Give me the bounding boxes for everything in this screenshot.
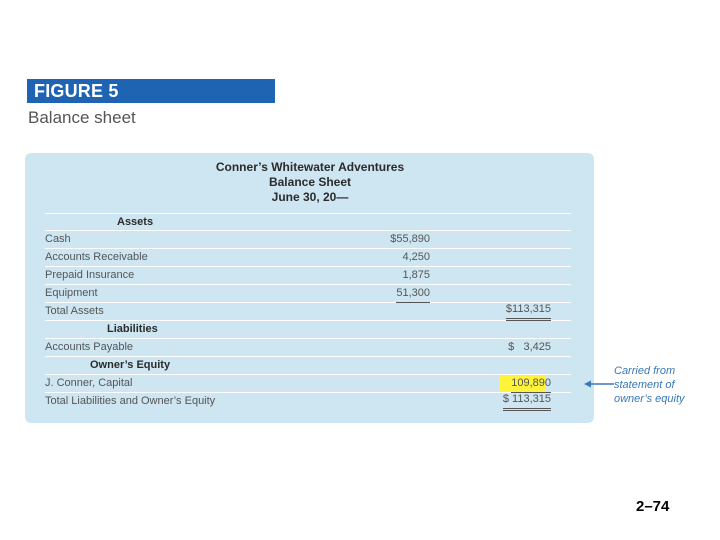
table-row xyxy=(45,393,571,411)
row-label: Equipment xyxy=(45,287,98,299)
annotation-line: statement of xyxy=(614,379,675,391)
table-row xyxy=(45,303,571,321)
figure-subtitle: Balance sheet xyxy=(28,108,136,127)
row-amount-total: $ 113,315 xyxy=(503,391,551,411)
row-amount-total: $113,315 xyxy=(506,301,551,321)
row-amount-inner: 51,300 xyxy=(396,285,430,303)
row-label: Accounts Payable xyxy=(45,341,134,353)
annotation-line: Carried from xyxy=(614,365,676,377)
row-label: Prepaid Insurance xyxy=(45,269,135,281)
section-row-equity xyxy=(45,357,571,375)
section-row-liabilities xyxy=(45,321,571,339)
row-amount-inner: 4,250 xyxy=(402,251,430,263)
balance-sheet-panel xyxy=(25,153,594,423)
annotation-line: owner’s equity xyxy=(614,393,685,405)
row-amount-inner: $55,890 xyxy=(390,233,430,245)
table-row xyxy=(45,339,571,357)
row-label: Cash xyxy=(45,233,71,245)
row-amount-total: $ 3,425 xyxy=(508,341,551,353)
row-label: J. Conner, Capital xyxy=(45,377,133,389)
section-assets: Assets xyxy=(117,216,154,228)
table-row xyxy=(45,267,571,285)
section-equity: Owner’s Equity xyxy=(90,359,171,371)
section-liabilities: Liabilities xyxy=(107,323,158,335)
page-number: 2–74 xyxy=(636,498,670,515)
row-label: Accounts Receivable xyxy=(45,251,148,263)
figure-label: FIGURE 5 xyxy=(27,79,275,103)
table-row xyxy=(45,249,571,267)
statement-title: Balance Sheet xyxy=(268,175,352,189)
table-row xyxy=(45,375,571,393)
statement-date: June 30, 20— xyxy=(271,190,349,204)
arrow-left-icon xyxy=(584,380,614,388)
row-label: Total Assets xyxy=(45,305,104,317)
table-row xyxy=(45,231,571,249)
company-name: Conner’s Whitewater Adventures xyxy=(215,160,405,174)
row-amount-inner: 1,875 xyxy=(402,269,430,281)
annotation-note xyxy=(614,364,685,406)
table-row xyxy=(45,285,571,303)
row-amount-total: 109,890 xyxy=(511,375,551,393)
section-row-assets xyxy=(45,213,571,231)
row-label: Total Liabilities and Owner’s Equity xyxy=(45,395,216,407)
